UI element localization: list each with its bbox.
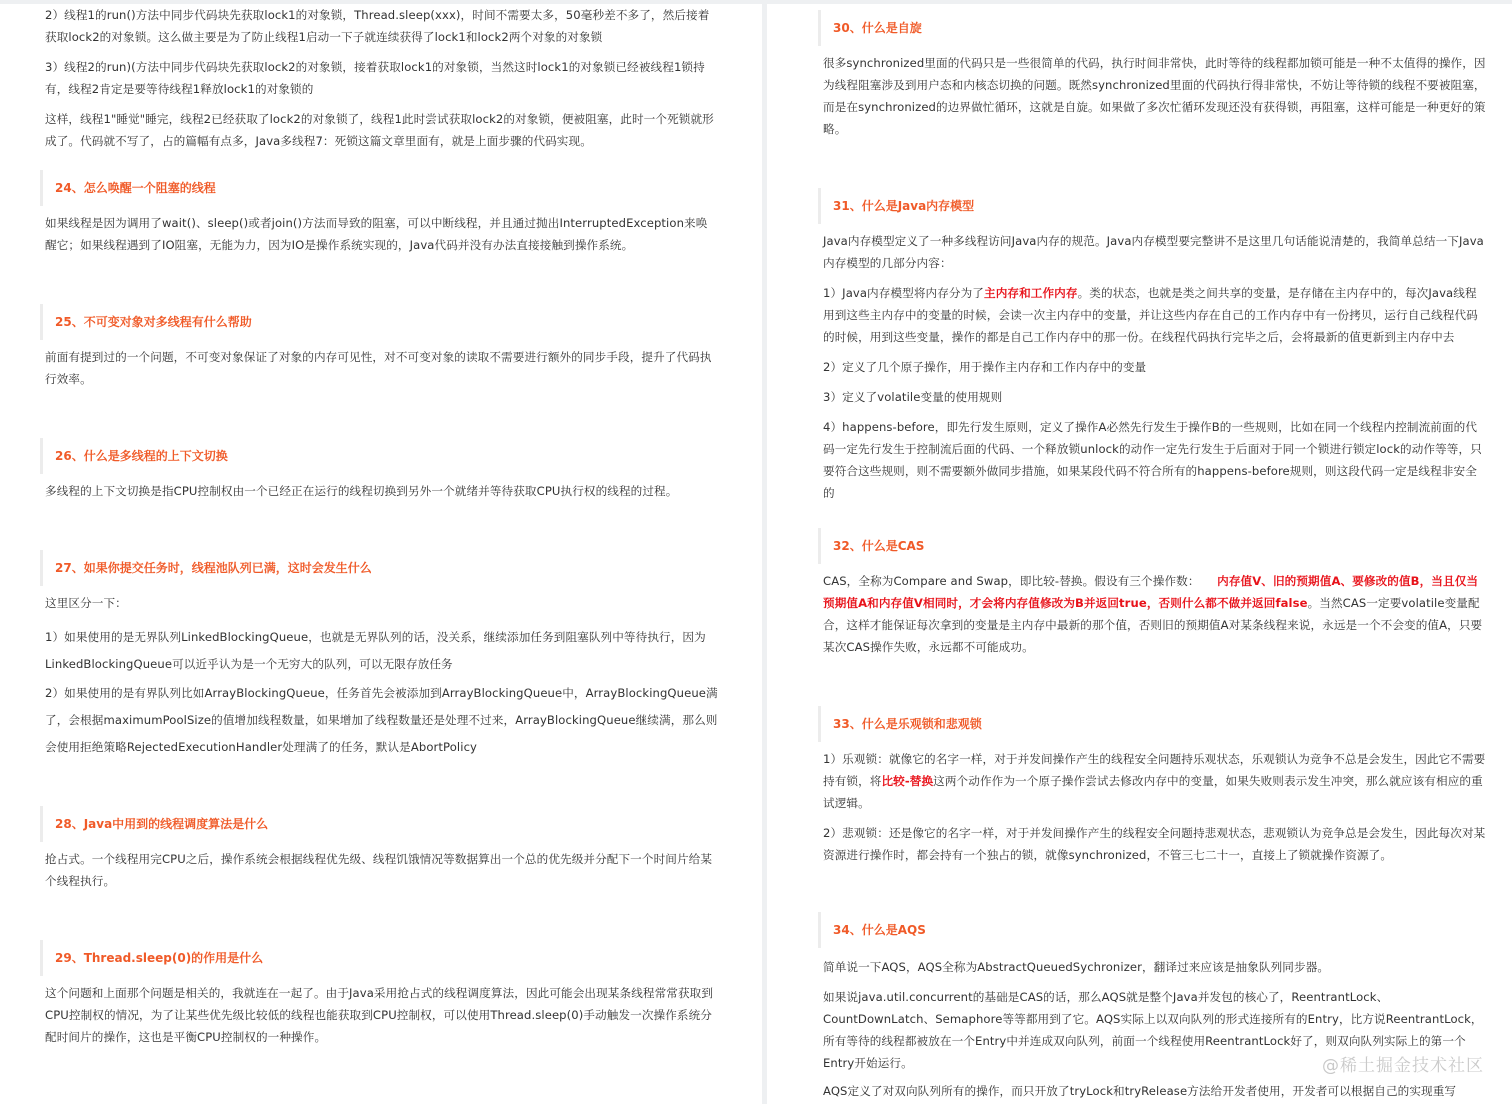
heading-q28: 28、Java中用到的线程调度算法是什么 bbox=[45, 806, 718, 842]
heading-q25: 25、不可变对象对多线程有什么帮助 bbox=[45, 304, 718, 340]
paragraph-q31-atomic: 2）定义了几个原子操作，用于操作主内存和工作内存中的变量 bbox=[823, 360, 1147, 374]
paragraph-step-3: 3）线程2的run)(方法中同步代码块先获取lock2的对象锁，接着获取lock1的对象锁，当然这时lock1的对象锁已经被线程1锁持有，线程2肯定是要等待线程1释放lock1的对象锁的 bbox=[45, 60, 705, 96]
heading-q31: 31、什么是Java内存模型 bbox=[823, 188, 1486, 224]
heading-q34: 34、什么是AQS bbox=[823, 912, 1486, 948]
paragraph-q34-core: 如果说java.util.concurrent的基础是CAS的话，那么AQS就是整个Java并发包的核心了，ReentrantLock、CountDownLatch、Semaphore等等都用到了它。AQS实际上以双向队列的形式连接所有的Entry，比方说ReentrantLock，所有等待的线程都被放在一个Entry中并连成双向队列，前面一个线程使用ReentrantLock好了，则双向队列实际上的第一个Entry开始运行。 bbox=[823, 990, 1483, 1070]
paragraph-q27-intro: 这里区分一下： bbox=[45, 596, 127, 610]
heading-q29: 29、Thread.sleep(0)的作用是什么 bbox=[45, 940, 718, 976]
heading-q32: 32、什么是CAS bbox=[823, 528, 1486, 564]
paragraph-q28: 抢占式。一个线程用完CPU之后，操作系统会根据线程优先级、线程饥饿情况等数据算出一个总的优先级并分配下一个时间片给某个线程执行。 bbox=[45, 852, 713, 888]
left-page bbox=[0, 4, 762, 1104]
paragraph-q31-memory: 1）Java内存模型将内存分为了主内存和工作内存。类的状态，也就是类之间共享的变量，是存储在主内存中的，每次Java线程用到这些主内存中的变量的时候，会读一次主内存中的变量，并让这些内存在自己的工作内存中有一份拷贝，运行自己线程代码的时候，用到这些变量，操作的都是自己工作内存中的那一份。在线程代码执行完毕之后，会将最新的值更新到主内存中去 bbox=[823, 286, 1478, 344]
paragraph-q33-pessimistic: 2）悲观锁：还是像它的名字一样，对于并发间操作产生的线程安全问题持悲观状态，悲观锁认为竞争总是会发生，因此每次对某资源进行操作时，都会持有一个独占的锁，就像synchronized，不管三七二十一，直接上了锁就操作资源了。 bbox=[823, 826, 1486, 862]
paragraph-q27-bounded: 2）如果使用的是有界队列比如ArrayBlockingQueue，任务首先会被添加到ArrayBlockingQueue中，ArrayBlockingQueue满了，会根据maximumPoolSize的值增加线程数量，如果增加了线程数量还是处理不过来，ArrayBlockingQueue继续满，那么则会使用拒绝策略RejectedExecutionHandler处理满了的任务，默认是AbortPolicy bbox=[45, 686, 718, 754]
paragraph-q32: CAS，全称为Compare and Swap，即比较-替换。假设有三个操作数： 内存值V、旧的预期值A、要修改的值B，当且仅当预期值A和内存值V相同时，才会将内存值修改为B并返回true，否则什么都不做并返回false。当然CAS一定要volatile变量配合，这样才能保证每次拿到的变量是主内存中最新的那个值，否则旧的预期值A对某条线程来说，永远是一个不会变的值A，只要某次CAS操作失败，永远都不可能成功。 bbox=[823, 574, 1483, 654]
paragraph-deadlock-summary: 这样，线程1"睡觉"睡完，线程2已经获取了lock2的对象锁了，线程1此时尝试获取lock2的对象锁，便被阻塞，此时一个死锁就形成了。代码就不写了，占的篇幅有点多，Java多线程7：死锁这篇文章里面有，就是上面步骤的代码实现。 bbox=[45, 112, 714, 148]
heading-q30: 30、什么是自旋 bbox=[823, 10, 1486, 46]
paragraph-q31-intro: Java内存模型定义了一种多线程访问Java内存的规范。Java内存模型要完整讲不是这里几句话能说清楚的，我简单总结一下Java内存模型的几部分内容： bbox=[823, 234, 1484, 270]
heading-q26: 26、什么是多线程的上下文切换 bbox=[45, 438, 718, 474]
paragraph-q24: 如果线程是因为调用了wait()、sleep()或者join()方法而导致的阻塞，可以中断线程，并且通过抛出InterruptedException来唤醒它；如果线程遇到了IO阻塞，无能为力，因为IO是操作系统实现的，Java代码并没有办法直接接触到操作系统。 bbox=[45, 216, 708, 252]
paragraph-q33-optimistic: 1）乐观锁：就像它的名字一样，对于并发间操作产生的线程安全问题持乐观状态，乐观锁认为竞争不总是会发生，因此它不需要持有锁，将比较-替换这两个动作作为一个原子操作尝试去修改内存中的变量，如果失败则表示发生冲突，那么就应该有相应的重试逻辑。 bbox=[823, 752, 1486, 810]
highlight-main-work-memory: 主内存和工作内存 bbox=[984, 286, 1078, 300]
paragraph-q29: 这个问题和上面那个问题是相关的，我就连在一起了。由于Java采用抢占式的线程调度算法，因此可能会出现某条线程常常获取到CPU控制权的情况，为了让某些优先级比较低的线程也能获取到CPU控制权，可以使用Thread.sleep(0)手动触发一次操作系统分配时间片的操作，这也是平衡CPU控制权的一种操作。 bbox=[45, 986, 714, 1044]
heading-q27: 27、如果你提交任务时，线程池队列已满，这时会发生什么 bbox=[45, 550, 718, 586]
paragraph-q34-operations: AQS定义了对双向队列所有的操作，而只开放了tryLock和tryRelease方法给开发者使用，开发者可以根据自己的实现重写 bbox=[823, 1084, 1457, 1098]
paragraph-q34-intro: 简单说一下AQS，AQS全称为AbstractQueuedSychronizer，翻译过来应该是抽象队列同步器。 bbox=[823, 960, 1330, 974]
paragraph-q26: 多线程的上下文切换是指CPU控制权由一个已经正在运行的线程切换到另外一个就绪并等待获取CPU执行权的线程的过程。 bbox=[45, 484, 678, 498]
heading-q24: 24、怎么唤醒一个阻塞的线程 bbox=[45, 170, 718, 206]
paragraph-q31-happens-before: 4）happens-before，即先行发生原则，定义了操作A必然先行发生于操作B的一些规则，比如在同一个线程内控制流前面的代码一定先行发生于控制流后面的代码、一个释放锁unlock的动作一定先行发生于后面对于同一个锁进行锁定lock的动作等等，只要符合这些规则，则不需要额外做同步措施，如果某段代码不符合所有的happens-before规则，则这段代码一定是线程非安全的 bbox=[823, 420, 1482, 500]
paragraph-q25: 前面有提到过的一个问题，不可变对象保证了对象的内存可见性，对不可变对象的读取不需要进行额外的同步手段，提升了代码执行效率。 bbox=[45, 350, 712, 386]
paragraph-q31-volatile: 3）定义了volatile变量的使用规则 bbox=[823, 390, 1003, 404]
paragraph-q30: 很多synchronized里面的代码只是一些很简单的代码，执行时间非常快，此时等待的线程都加锁可能是一种不太值得的操作，因为线程阻塞涉及到用户态和内核态切换的问题。既然synchronized里面的代码执行得非常快，不妨让等待锁的线程不要被阻塞，而是在synchronized的边界做忙循环，这就是自旋。如果做了多次忙循环发现还没有获得锁，再阻塞，这样可能是一种更好的策略。 bbox=[823, 56, 1486, 136]
watermark: @稀土掘金技术社区 bbox=[1322, 1056, 1484, 1076]
paragraph-step-2: 2）线程1的run()方法中同步代码块先获取lock1的对象锁，Thread.sleep(xxx)，时间不需要太多，50毫秒差不多了，然后接着获取lock2的对象锁。这么做主要是为了防止线程1启动一下子就连续获得了lock1和lock2两个对象的对象锁 bbox=[45, 8, 710, 44]
right-page bbox=[767, 4, 1512, 1104]
paragraph-q27-unbounded: 1）如果使用的是无界队列LinkedBlockingQueue，也就是无界队列的话，没关系，继续添加任务到阻塞队列中等待执行，因为LinkedBlockingQueue可以近乎认为是一个无穷大的队列，可以无限存放任务 bbox=[45, 630, 706, 671]
highlight-compare-swap: 比较-替换 bbox=[881, 774, 934, 788]
heading-q33: 33、什么是乐观锁和悲观锁 bbox=[823, 706, 1486, 742]
highlight-cas-rule: 内存值V、旧的预期值A、要修改的值B，当且仅当预期值A和内存值V相同时，才会将内存值修改为B并返回true，否则什么都不做并返回false bbox=[823, 574, 1479, 610]
